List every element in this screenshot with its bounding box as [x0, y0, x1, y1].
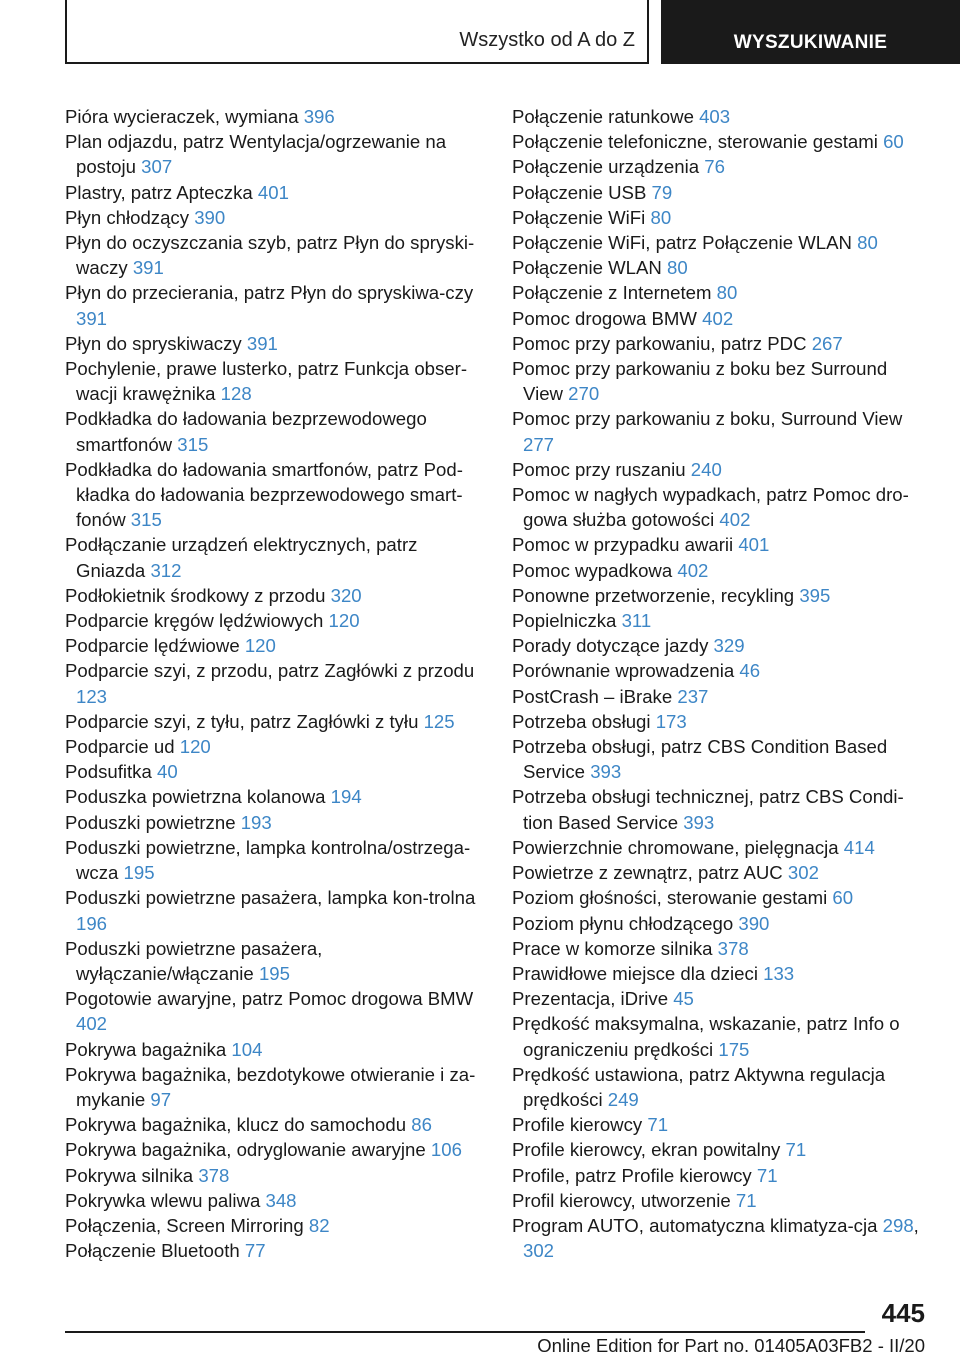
page-link[interactable]: 104 — [231, 1038, 263, 1060]
index-term: Połączenia, Screen Mirroring — [65, 1214, 304, 1236]
index-entry — [65, 608, 485, 633]
index-entry — [65, 633, 485, 658]
index-entry — [512, 658, 932, 683]
index-term: Poduszki powietrzne, lampka kontrolna/ostrzega-wcza — [65, 836, 471, 884]
page-link[interactable]: 240 — [690, 458, 722, 480]
page-link[interactable]: 277 — [523, 433, 555, 455]
page-link[interactable]: 396 — [303, 106, 335, 127]
index-entry — [512, 986, 932, 1011]
index-entry — [512, 1112, 932, 1137]
index-entry — [65, 835, 485, 885]
index-term: Powierzchnie chromowane, pielęgnacja — [512, 836, 839, 858]
index-entry — [65, 406, 485, 456]
page-link[interactable]: 401 — [257, 181, 289, 203]
page-link[interactable]: 71 — [756, 1164, 778, 1186]
index-entry — [512, 331, 932, 356]
index-term: Pomoc przy parkowaniu, patrz PDC — [512, 332, 807, 354]
index-term: Połączenie WiFi — [512, 206, 646, 228]
index-entry — [65, 784, 485, 809]
index-term: Pokrywa bagażnika, klucz do samochodu — [65, 1114, 407, 1136]
page-link[interactable]: 402 — [76, 1013, 108, 1035]
index-term: Pióra wycieraczek, wymiana — [65, 106, 299, 127]
index-term: Podłączanie urządzeń elektrycznych, patrz Gniazda — [65, 534, 418, 581]
index-term: Połączenie USB — [512, 181, 647, 203]
index-term: Połączenie z Internetem — [512, 282, 712, 304]
index-entry — [512, 306, 932, 331]
index-term: Pokrywka wlewu paliwa — [65, 1189, 261, 1211]
index-term: Prace w komorze silnika — [512, 937, 713, 959]
page-link[interactable]: 194 — [330, 786, 362, 808]
section-title: Wszystko od A do Z — [459, 29, 635, 51]
index-term: Poziom głośności, sterowanie gestami — [512, 887, 828, 909]
page-link[interactable]: 393 — [590, 761, 622, 783]
page-number: 445 — [881, 1298, 925, 1328]
index-entry — [512, 784, 932, 834]
page-link[interactable]: 307 — [141, 156, 173, 178]
page-link[interactable]: 348 — [265, 1189, 297, 1211]
page-link[interactable]: 80 — [716, 282, 738, 304]
index-entry — [65, 1112, 485, 1137]
page-link[interactable]: 402 — [677, 559, 709, 581]
index-term: Połączenie WLAN — [512, 257, 662, 279]
index-entry — [65, 658, 485, 708]
page-link[interactable]: 128 — [220, 383, 252, 405]
page-link[interactable]: 60 — [832, 887, 854, 909]
footer-divider — [65, 1331, 865, 1333]
page-link[interactable]: 45 — [673, 988, 694, 1010]
page-link[interactable]: 195 — [258, 962, 290, 984]
index-column-left — [65, 104, 485, 1263]
index-entry — [512, 709, 932, 734]
page-link[interactable]: 378 — [717, 937, 749, 959]
page-link[interactable]: 391 — [246, 332, 278, 354]
page-link[interactable]: 315 — [177, 433, 209, 455]
page-link[interactable]: 395 — [799, 584, 831, 606]
index-entry — [512, 180, 932, 205]
page-link[interactable]: 71 — [647, 1114, 669, 1136]
index-term: Pomoc wypadkowa — [512, 559, 673, 581]
index-term: Powietrze z zewnątrz, patrz AUC — [512, 862, 783, 884]
index-entry — [65, 230, 485, 280]
page-link[interactable]: 71 — [735, 1189, 757, 1211]
index-entry — [65, 759, 485, 784]
index-term: Pokrywa bagażnika — [65, 1038, 227, 1060]
index-entry — [512, 205, 932, 230]
index-term: Pochylenie, prawe lusterko, patrz Funkcja obser-wacji krawężnika — [65, 358, 468, 405]
index-entry — [65, 709, 485, 734]
page-link[interactable]: 298 — [882, 1214, 914, 1236]
index-entry — [512, 558, 932, 583]
page-link[interactable]: 393 — [683, 811, 715, 833]
index-entry — [512, 1163, 932, 1188]
index-entry — [65, 1137, 485, 1162]
page-link[interactable]: 125 — [423, 710, 455, 732]
index-entry — [512, 835, 932, 860]
index-term: Podłokietnik środkowy z przodu — [65, 584, 326, 606]
index-term: Popielniczka — [512, 610, 617, 632]
index-entry — [512, 734, 932, 784]
index-term: Pokrywa bagażnika, odryglowanie awaryjne — [65, 1139, 426, 1161]
page-link[interactable]: 175 — [718, 1038, 750, 1060]
page-header — [65, 0, 960, 64]
index-entry — [512, 230, 932, 255]
index-term: Poduszki powietrzne — [65, 811, 236, 833]
page-link[interactable]: 401 — [738, 534, 770, 556]
index-entry — [512, 961, 932, 986]
page-link[interactable]: 60 — [883, 131, 904, 153]
index-entry — [65, 532, 485, 582]
index-term: Pomoc przy ruszaniu — [512, 458, 686, 480]
index-term: Podparcie lędźwiowe — [65, 635, 240, 657]
index-term: Pomoc drogowa BMW — [512, 307, 697, 329]
search-tab[interactable] — [661, 0, 960, 64]
index-entry — [65, 885, 485, 935]
page-link[interactable]: 249 — [607, 1088, 639, 1110]
index-entry — [512, 129, 932, 154]
index-entry — [512, 633, 932, 658]
page-link[interactable]: 173 — [655, 710, 687, 732]
index-entry — [512, 860, 932, 885]
page-link[interactable]: 46 — [739, 660, 761, 682]
index-entry: Program AUTO, automatyczna klimatyza-cja 298, 302 — [512, 1214, 919, 1262]
index-term: Potrzeba obsługi — [512, 710, 651, 732]
index-column-right — [512, 104, 932, 1263]
page-link[interactable]: 237 — [677, 685, 709, 707]
index-entry — [65, 356, 485, 406]
index-entry — [512, 104, 932, 129]
page-link[interactable]: 76 — [704, 156, 725, 178]
index-entry — [65, 583, 485, 608]
page-link[interactable]: 390 — [738, 912, 770, 934]
page-link[interactable]: 80 — [667, 257, 688, 279]
index-term: Ponowne przetworzenie, recykling — [512, 584, 795, 606]
index-term: Plan odjazdu, patrz Wentylacja/ogrzewanie na postoju — [65, 131, 447, 178]
index-term: Podsufitka — [65, 761, 152, 783]
index-term: Pomoc w przypadku awarii — [512, 534, 734, 556]
index-entry — [65, 986, 485, 1036]
index-term: Profile, patrz Profile kierowcy — [512, 1164, 752, 1186]
index-entry — [65, 936, 485, 986]
page-link[interactable]: 414 — [843, 836, 875, 858]
index-entry — [65, 810, 485, 835]
index-term: Poduszki powietrzne pasażera, lampka kon-trolna — [65, 887, 476, 909]
page-link[interactable]: 79 — [651, 181, 673, 203]
index-entry — [65, 1238, 485, 1263]
index-entry — [65, 1037, 485, 1062]
index-entry — [512, 356, 932, 406]
index-term: Pomoc w nagłych wypadkach, patrz Pomoc dro-gowa służba gotowości — [512, 484, 909, 531]
index-term: Podkładka do ładowania smartfonów, patrz Pod-kładka do ładowania bezprzewodowego smart-fonów — [65, 458, 463, 531]
index-term: Poziom płynu chłodzącego — [512, 912, 734, 934]
page-link[interactable]: 193 — [240, 811, 272, 833]
page-link[interactable]: 302 — [523, 1240, 555, 1262]
page-link[interactable]: 391 — [132, 257, 164, 279]
index-term: Połączenie Bluetooth — [65, 1240, 240, 1262]
page-link[interactable]: 80 — [650, 206, 672, 228]
index-term: Poduszka powietrzna kolanowa — [65, 786, 326, 808]
page-link[interactable]: 77 — [244, 1240, 266, 1262]
index-term: Potrzeba obsługi technicznej, patrz CBS Condi-tion Based Service — [512, 786, 904, 833]
index-entry — [512, 255, 932, 280]
index-entry — [65, 280, 485, 330]
index-term: Poduszki powietrzne pasażera, wyłączanie/włączanie — [65, 937, 323, 984]
index-term: Porady dotyczące jazdy — [512, 635, 709, 657]
page-link[interactable]: 311 — [621, 610, 652, 632]
index-term: Podparcie szyi, z tyłu, patrz Zagłówki z tyłu — [65, 710, 419, 732]
page-link[interactable]: 403 — [699, 106, 731, 127]
index-entry — [512, 885, 932, 910]
index-entry — [65, 1163, 485, 1188]
index-term: Pogotowie awaryjne, patrz Pomoc drogowa BMW — [65, 988, 474, 1010]
page-link[interactable]: 270 — [568, 383, 600, 405]
index-entry — [65, 129, 485, 179]
index-entry — [65, 180, 485, 205]
index-term: Połączenie WiFi, patrz Połączenie WLAN — [512, 232, 852, 254]
index-entry — [65, 1213, 485, 1238]
index-term: Profil kierowcy, utworzenie — [512, 1189, 731, 1211]
index-entry — [65, 205, 485, 230]
index-term: Prezentacja, iDrive — [512, 988, 669, 1010]
index-entry — [512, 608, 932, 633]
index-entry — [65, 457, 485, 533]
index-entry — [65, 1062, 485, 1112]
page-link[interactable]: 97 — [150, 1088, 172, 1110]
index-term: Płyn do spryskiwaczy — [65, 332, 242, 354]
index-term: Profile kierowcy, ekran powitalny — [512, 1139, 781, 1161]
index-term: Plastry, patrz Apteczka — [65, 181, 253, 203]
page-link[interactable]: 329 — [713, 635, 745, 657]
page-link[interactable]: 390 — [194, 206, 226, 228]
index-term: Porównanie wprowadzenia — [512, 660, 735, 682]
index-term: Połączenie ratunkowe — [512, 106, 694, 127]
index-entry — [512, 406, 932, 456]
index-term: Płyn do przecierania, patrz Płyn do spryskiwa-czy — [65, 282, 474, 304]
page-link[interactable]: 391 — [76, 307, 108, 329]
index-term: Podkładka do ładowania bezprzewodowego smartfonów — [65, 408, 427, 455]
index-entry — [512, 583, 932, 608]
index-term: Program AUTO, automatyczna klimatyza-cja — [512, 1214, 878, 1236]
page-link[interactable]: 320 — [330, 584, 362, 606]
index-term: Pokrywa bagażnika, bezdotykowe otwieranie i za-mykanie — [65, 1063, 476, 1110]
index-entry — [512, 532, 932, 557]
page-link[interactable]: 378 — [198, 1164, 230, 1186]
index-term: Prędkość ustawiona, patrz Aktywna regulacja prędkości — [512, 1063, 886, 1110]
index-term: Połączenie urządzenia — [512, 156, 700, 178]
page-link[interactable]: 80 — [857, 232, 878, 254]
footer-edition: Online Edition for Part no. 01405A03FB2 - II/20 — [537, 1335, 925, 1356]
page-link[interactable]: 106 — [430, 1139, 462, 1161]
index-entry — [512, 911, 932, 936]
index-entry — [512, 280, 932, 305]
index-entry — [512, 457, 932, 482]
index-entry — [65, 734, 485, 759]
page-link[interactable]: 302 — [787, 862, 819, 884]
index-entry — [512, 684, 932, 709]
index-entry — [512, 1011, 932, 1061]
index-entry — [512, 482, 932, 532]
page-link[interactable]: 133 — [763, 962, 795, 984]
index-term: Prawidłowe miejsce dla dzieci — [512, 962, 758, 984]
index-term: Pokrywa silnika — [65, 1164, 194, 1186]
index-entry — [65, 1188, 485, 1213]
page-link[interactable]: 40 — [157, 761, 178, 783]
index-entry — [65, 104, 485, 129]
index-term: PostCrash – iBrake — [512, 685, 673, 707]
index-term: Potrzeba obsługi, patrz CBS Condition Based Service — [512, 736, 888, 783]
page-link[interactable]: 123 — [76, 685, 108, 707]
page-link[interactable]: 120 — [244, 635, 276, 657]
index-entry — [512, 1062, 932, 1112]
page-link[interactable]: 402 — [719, 509, 751, 531]
section-title-box — [65, 0, 649, 64]
index-term: Połączenie telefoniczne, sterowanie gestami — [512, 131, 878, 153]
index-entry — [512, 154, 932, 179]
search-tab-label: WYSZUKIWANIE — [733, 32, 888, 53]
page-link[interactable]: 71 — [785, 1139, 807, 1161]
page-link[interactable]: 196 — [76, 912, 108, 934]
index-term: Podparcie ud — [65, 736, 175, 758]
index-term: Płyn chłodzący — [65, 206, 190, 228]
page-link[interactable]: 315 — [130, 509, 162, 531]
index-term: Podparcie kręgów lędźwiowych — [65, 610, 324, 632]
index-term: Pomoc przy parkowaniu z boku bez Surround View — [512, 358, 888, 405]
page-link[interactable]: 120 — [328, 610, 360, 632]
index-term: Profile kierowcy — [512, 1114, 643, 1136]
index-term: Prędkość maksymalna, wskazanie, patrz Info o ograniczeniu prędkości — [512, 1013, 900, 1060]
page-link[interactable]: 82 — [308, 1214, 330, 1236]
index-entry — [65, 331, 485, 356]
page-link[interactable]: 267 — [811, 332, 843, 354]
index-entry — [512, 1188, 932, 1213]
page-link[interactable]: 312 — [150, 559, 182, 581]
page-link[interactable]: 195 — [123, 862, 155, 884]
index-entry — [512, 1137, 932, 1162]
page-link[interactable]: 86 — [411, 1114, 432, 1136]
index-term: Pomoc przy parkowaniu z boku, Surround View — [512, 408, 903, 430]
index-term: Podparcie szyi, z przodu, patrz Zagłówki z przodu — [65, 660, 475, 682]
page-link[interactable]: 120 — [179, 736, 211, 758]
index-entry — [512, 936, 932, 961]
page-link[interactable]: 402 — [702, 307, 734, 329]
index-term: Płyn do oczyszczania szyb, patrz Płyn do spryski-waczy — [65, 232, 475, 279]
